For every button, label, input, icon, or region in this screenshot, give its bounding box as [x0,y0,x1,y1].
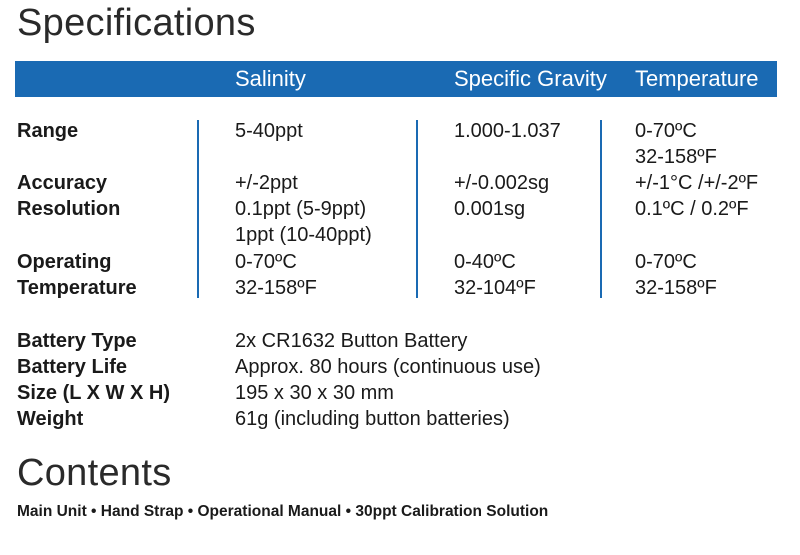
header-temperature: Temperature [635,66,759,91]
value-battery-type: 2x CR1632 Button Battery [235,330,468,352]
resolution-salinity-high: 1ppt (10-40ppt) [235,224,372,246]
accuracy-salinity: +/-2ppt [235,172,298,194]
accuracy-temperature: +/-1°C /+/-2ºF [635,172,759,194]
operating-salinity-f: 32-158ºF [235,277,317,299]
resolution-salinity-low: 0.1ppt (5-9ppt) [235,198,367,220]
contents-title: Contents [17,452,172,494]
label-size: Size (L X W X H) [17,382,170,404]
operating-sg-c: 0-40ºC [454,251,516,273]
value-size: 195 x 30 x 30 mm [235,382,394,404]
resolution-temperature: 0.1ºC / 0.2ºF [635,198,749,220]
range-temperature-f: 32-158ºF [635,146,717,168]
divider-middle [416,120,418,298]
range-temperature-c: 0-70ºC [635,120,697,142]
range-salinity: 5-40ppt [235,120,303,142]
accuracy-specific-gravity: +/-0.002sg [454,172,550,194]
label-battery-type: Battery Type [17,330,137,352]
value-weight: 61g (including button batteries) [235,408,510,430]
divider-right [600,120,602,298]
label-weight: Weight [17,408,84,430]
operating-salinity-c: 0-70ºC [235,251,297,273]
header-salinity: Salinity [235,66,306,91]
label-resolution: Resolution [17,198,121,220]
operating-sg-f: 32-104ºF [454,277,536,299]
divider-left [197,120,199,298]
range-specific-gravity: 1.000-1.037 [454,120,561,142]
resolution-specific-gravity: 0.001sg [454,198,526,220]
label-operating: Operating [17,251,112,273]
label-range: Range [17,120,79,142]
specifications-title: Specifications [17,2,256,44]
header-specific-gravity: Specific Gravity [454,66,607,91]
value-battery-life: Approx. 80 hours (continuous use) [235,356,541,378]
label-accuracy: Accuracy [17,172,108,194]
label-temperature: Temperature [17,277,137,299]
operating-temperature-f: 32-158ºF [635,277,717,299]
label-battery-life: Battery Life [17,356,128,378]
operating-temperature-c: 0-70ºC [635,251,697,273]
contents-list: Main Unit • Hand Strap • Operational Manual • 30ppt Calibration Solution [17,503,549,520]
